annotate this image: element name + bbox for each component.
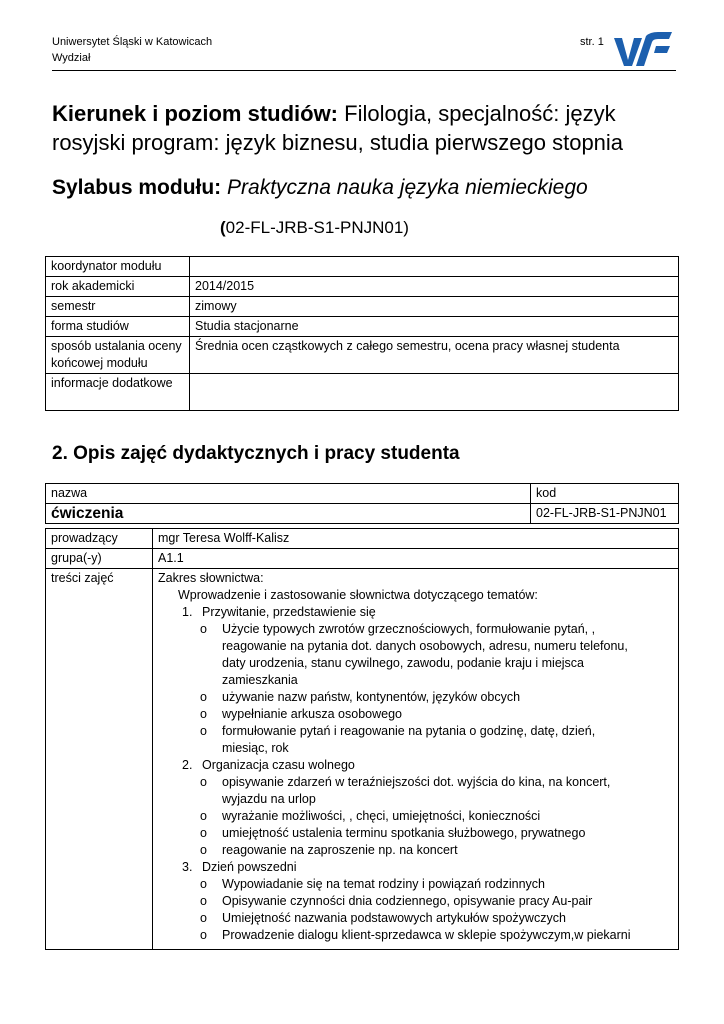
info-value: 2014/2015 <box>190 277 679 297</box>
bullet-icon: o <box>200 928 207 942</box>
syllabus-module-name: Praktyczna nauka języka niemieckiego <box>221 176 588 199</box>
info-row <box>46 337 679 374</box>
program-title-label: Kierunek i poziom studiów: <box>52 101 339 126</box>
topic-item-text: daty urodzenia, stanu cywilnego, zawodu, podanie kraju i miejsca <box>222 656 585 670</box>
topic-heading <box>158 604 673 621</box>
topic-item-text: Prowadzenie dialogu klient-sprzedawca w sklepie spożywczym,w piekarni <box>222 928 631 942</box>
topic-item-text: reagowanie na pytania dot. danych osobowych, adresu, numeru telefonu, <box>222 639 628 653</box>
info-row <box>46 374 679 411</box>
info-value <box>190 257 679 277</box>
topic-item-text: Wypowiadanie się na temat rodziny i powiązań rodzinnych <box>222 877 545 891</box>
info-key: forma studiów <box>46 317 190 337</box>
content-cell <box>153 569 679 950</box>
topic-title: Przywitanie, przedstawienie się <box>202 605 376 619</box>
lecturer-value: mgr Teresa Wolff-Kalisz <box>153 529 679 549</box>
content-label: treści zajęć <box>46 569 153 950</box>
info-value: Średnia ocen cząstkowych z całego semestru, ocena pracy własnej studenta <box>190 337 679 374</box>
info-value: Studia stacjonarne <box>190 317 679 337</box>
topic-item <box>158 621 673 638</box>
topic-heading <box>158 859 673 876</box>
content-intro: Wprowadzenie i zastosowanie słownictwa dotyczącego tematów: <box>178 588 538 602</box>
topic-item-text: Użycie typowych zwrotów grzecznościowych, formułowanie pytań, , <box>222 622 596 636</box>
topic-item-text: formułowanie pytań i reagowanie na pytania o godzinę, datę, dzień, <box>222 724 596 738</box>
program-title-text: Filologia, specjalność: język <box>338 101 616 126</box>
module-code-value: 02-FL-JRB-S1-PNJN01) <box>225 218 409 237</box>
module-code <box>220 218 409 238</box>
lecturer-label: prowadzący <box>46 529 153 549</box>
topic-item <box>158 808 673 825</box>
course-details-table <box>45 528 679 950</box>
topic-item-continuation <box>158 655 673 672</box>
info-value: zimowy <box>190 297 679 317</box>
info-key: rok akademicki <box>46 277 190 297</box>
topic-item-text: wyrażanie możliwości, , chęci, umiejętności, konieczności <box>222 809 541 823</box>
content-heading: Zakres słownictwa: <box>158 571 264 585</box>
topic-item-text: wyjazdu na urlop <box>222 792 316 806</box>
topic-item-text: miesiąc, rok <box>222 741 289 755</box>
topic-item-continuation <box>158 740 673 757</box>
topic-item-text: zamieszkania <box>222 673 298 687</box>
topic-item <box>158 825 673 842</box>
bullet-icon: o <box>200 690 207 704</box>
topic-item-text: Umiejętność nazwania podstawowych artykułów spożywczych <box>222 911 566 925</box>
bullet-icon: o <box>200 826 207 840</box>
bullet-icon: o <box>200 707 207 721</box>
lecturer-row <box>46 529 679 549</box>
department-name: Wydział <box>52 52 91 64</box>
topic-item <box>158 842 673 859</box>
topic-item-text: reagowanie na zaproszenie np. na koncert <box>222 843 458 857</box>
topic-item <box>158 689 673 706</box>
program-title <box>52 99 676 157</box>
bullet-icon: o <box>200 843 207 857</box>
topic-item-text: używanie nazw państw, kontynentów, języków obcych <box>222 690 521 704</box>
topic-number: 1. <box>182 605 193 619</box>
group-row <box>46 549 679 569</box>
course-name-table <box>45 483 679 524</box>
info-row <box>46 277 679 297</box>
topic-item <box>158 774 673 791</box>
course-name: ćwiczenia <box>46 504 531 524</box>
page-number: str. 1 <box>580 36 604 48</box>
group-label: grupa(-y) <box>46 549 153 569</box>
program-title-line2: rosyjski program: język biznesu, studia pierwszego stopnia <box>52 130 624 155</box>
topic-heading <box>158 757 673 774</box>
topic-item <box>158 706 673 723</box>
topic-item-continuation <box>158 791 673 808</box>
bullet-icon: o <box>200 877 207 891</box>
topic-item-text: wypełnianie arkusza osobowego <box>222 707 402 721</box>
topic-number: 3. <box>182 860 193 874</box>
course-code: 02-FL-JRB-S1-PNJN01 <box>531 504 679 524</box>
topic-item <box>158 876 673 893</box>
bullet-icon: o <box>200 724 207 738</box>
syllabus-title <box>52 176 588 200</box>
topics-list <box>158 604 673 944</box>
name-header: nazwa <box>46 484 531 504</box>
topic-item <box>158 927 673 944</box>
page-header <box>52 34 676 71</box>
info-value <box>190 374 679 411</box>
topic-item-text: opisywanie zdarzeń w teraźniejszości dot. wyjścia do kina, na koncert, <box>222 775 611 789</box>
topic-item-continuation <box>158 638 673 655</box>
info-key: informacje dodatkowe <box>46 374 190 411</box>
bullet-icon: o <box>200 894 207 908</box>
section-2-title: 2. Opis zajęć dydaktycznych i pracy studenta <box>52 443 460 464</box>
info-row <box>46 257 679 277</box>
bullet-icon: o <box>200 809 207 823</box>
topic-item-text: Opisywanie czynności dnia codziennego, opisywanie pracy Au-pair <box>222 894 593 908</box>
code-header: kod <box>531 484 679 504</box>
topic-item <box>158 910 673 927</box>
topic-number: 2. <box>182 758 193 772</box>
syllabus-label: Sylabus modułu: <box>52 176 222 199</box>
university-logo-icon <box>612 30 674 70</box>
bullet-icon: o <box>200 622 207 636</box>
topic-item-continuation <box>158 672 673 689</box>
university-name: Uniwersytet Śląski w Katowicach <box>52 36 213 48</box>
group-value: A1.1 <box>153 549 679 569</box>
info-row <box>46 317 679 337</box>
course-header-row <box>46 484 679 504</box>
topic-item-text: umiejętność ustalenia terminu spotkania służbowego, prywatnego <box>222 826 586 840</box>
info-key: sposób ustalania oceny końcowej modułu <box>46 337 190 374</box>
topic-title: Organizacja czasu wolnego <box>202 758 355 772</box>
course-row <box>46 504 679 524</box>
bullet-icon: o <box>200 911 207 925</box>
info-key: koordynator modułu <box>46 257 190 277</box>
topic-title: Dzień powszedni <box>202 860 297 874</box>
info-row <box>46 297 679 317</box>
topic-item <box>158 893 673 910</box>
module-info-table <box>45 256 679 411</box>
module-code-paren: ( <box>220 218 226 237</box>
bullet-icon: o <box>200 775 207 789</box>
topic-item <box>158 723 673 740</box>
content-row <box>46 569 679 950</box>
info-key: semestr <box>46 297 190 317</box>
